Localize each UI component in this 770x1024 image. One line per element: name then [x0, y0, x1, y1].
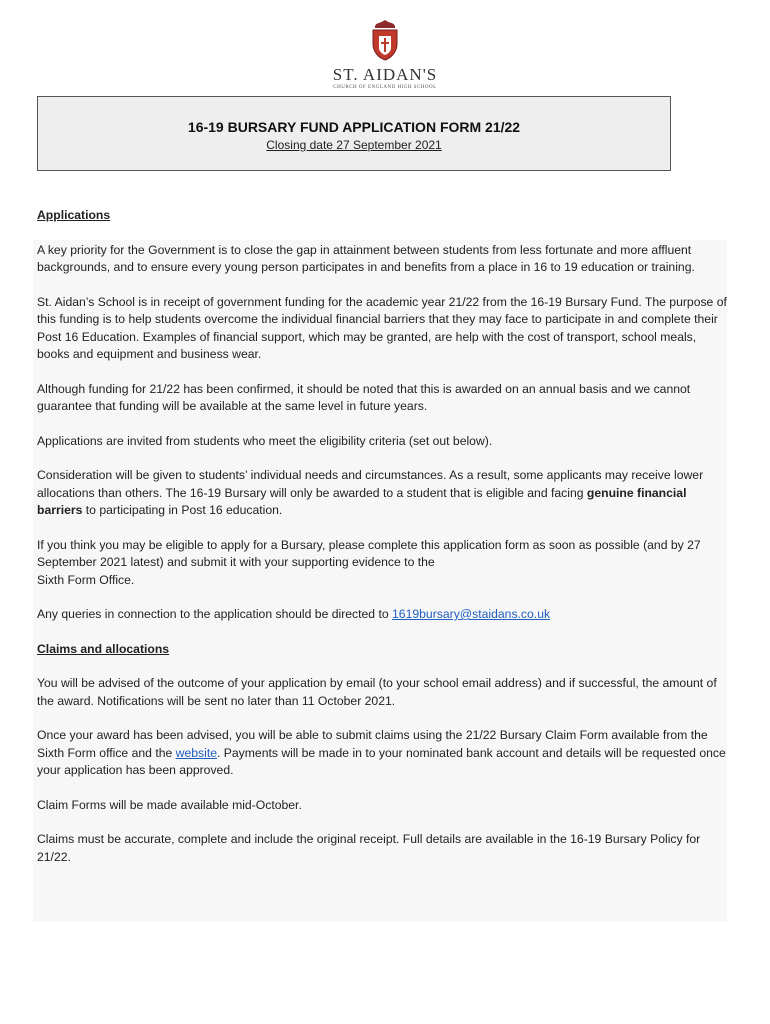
claims-paragraph-1: You will be advised of the outcome of your application by email (to your school email address) and if successful, the amount of the award. Notifications will be sent no later than 11 October 2021.: [37, 676, 717, 708]
school-subtitle: CHURCH OF ENGLAND HIGH SCHOOL: [333, 85, 437, 90]
document-body: [37, 207, 727, 883]
applications-paragraph-4: Applications are invited from students who meet the eligibility criteria (set out below).: [37, 433, 493, 448]
applications-paragraph-3: Although funding for 21/22 has been confirmed, it should be noted that this is awarded on an annual basis and we cannot guarantee that funding will be available at the same level in future years.: [37, 381, 691, 413]
applications-paragraph-1: A key priority for the Government is to close the gap in attainment between students from less fortunate and more affluent backgrounds, and to ensure every young person participates in and benefits from a place in 16 to 19 education or training.: [37, 242, 695, 274]
p7-text: Any queries in connection to the application should be directed to: [37, 607, 393, 621]
p5-bold-text: genuine financial barriers: [37, 485, 687, 517]
claims-heading: Claims and allocations: [37, 641, 170, 656]
applications-paragraph-2: St. Aidan’s School is in receipt of government funding for the academic year 21/22 from the 16-19 Bursary Fund. The purpose of this funding is to help students overcome the individual financial barriers that they may face to participate in and complete their Post 16 Education. Examples of financial support, which may be granted, are help with the cost of transport, school meals, books and equipment and business wear.: [37, 294, 727, 361]
closing-date: Closing date 27 September 2021: [266, 138, 442, 152]
p5-text-a: Consideration will be given to students’ individual needs and circumstances. As a result, some applicants may receive lower allocations than others. The 16-19 Bursary will only be awarded to a student that is eligible and facing: [37, 468, 704, 500]
school-crest-icon: [369, 18, 401, 62]
p6-text-a: If you think you may be eligible to apply for a Bursary, please complete this application form as soon as possible (and by 27 September 2021 latest) and submit it with your supporting evidence to the: [37, 537, 701, 569]
claims-p2-text-a: Once your award has been advised, you will be able to submit claims using the 21/22 Bursary Claim Form available from the Sixth Form office and the: [37, 728, 708, 760]
p6-text-b: Sixth Form Office.: [37, 572, 135, 587]
applications-paragraph-7: [37, 606, 727, 624]
bursary-email-link[interactable]: 1619bursary@staidans.co.uk: [392, 607, 551, 621]
applications-paragraph-5: [37, 467, 727, 520]
claims-paragraph-4: Claims must be accurate, complete and include the original receipt. Full details are available in the 16-19 Bursary Policy for 21/22.: [37, 832, 701, 864]
claims-paragraph-2: [37, 727, 727, 780]
website-link[interactable]: website: [175, 745, 217, 760]
title-box: [37, 96, 671, 171]
applications-paragraph-6: [37, 537, 727, 590]
school-logo: [0, 18, 770, 91]
claims-p2-text-b: . Payments will be made in to your nominated bank account and details will be requested once your application has been approved.: [37, 745, 726, 777]
p5-text-b: to participating in Post 16 education.: [82, 503, 283, 517]
school-name: ST. AIDAN'S: [332, 65, 438, 84]
applications-heading: Applications: [37, 208, 111, 222]
form-title: 16-19 BURSARY FUND APPLICATION FORM 21/22: [187, 119, 521, 135]
claims-paragraph-3: Claim Forms will be made available mid-October.: [37, 797, 302, 812]
